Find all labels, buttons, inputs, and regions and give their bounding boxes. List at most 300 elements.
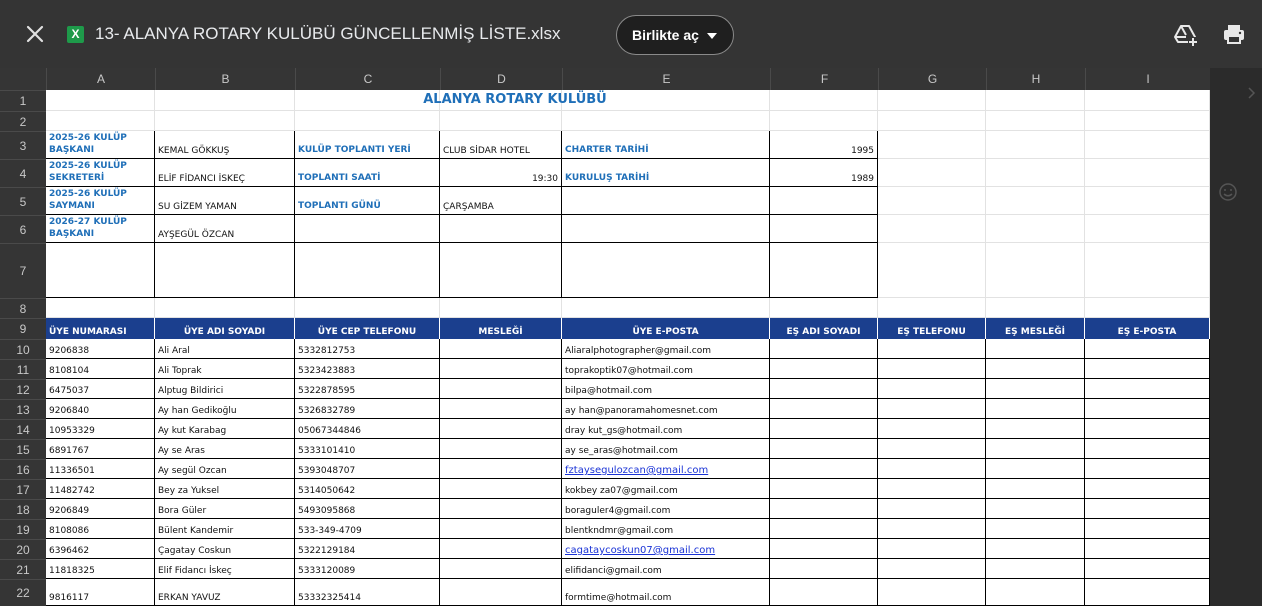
cell-r2[interactable]	[986, 111, 1085, 131]
info-value-cell[interactable]	[770, 187, 878, 215]
row-header-10[interactable]	[0, 339, 46, 359]
row-header-17[interactable]	[0, 479, 46, 499]
cell-value: 9206838	[49, 346, 90, 356]
table-header-cell[interactable]	[770, 318, 878, 339]
spouse-cell[interactable]	[1085, 579, 1210, 606]
cell-r7[interactable]	[155, 243, 295, 298]
row-header-1[interactable]	[0, 90, 46, 111]
member-phone-cell[interactable]	[295, 499, 440, 519]
cell-value: 05067344846	[298, 426, 361, 436]
cell-value: 1995	[851, 146, 874, 156]
spouse-cell[interactable]	[878, 519, 986, 539]
row-header-7[interactable]	[0, 243, 46, 298]
cell-r8[interactable]	[562, 298, 770, 318]
cell-r2[interactable]	[562, 111, 770, 131]
cell-empty[interactable]	[986, 215, 1085, 243]
row-number: 16	[16, 462, 30, 477]
member-name-cell[interactable]	[155, 359, 295, 379]
cell-value: Ay han Gedikoğlu	[158, 406, 237, 416]
cell-value: 11336501	[49, 466, 95, 476]
cell-r7[interactable]	[878, 243, 986, 298]
member-name-cell[interactable]	[155, 399, 295, 419]
row-header-2[interactable]	[0, 111, 46, 131]
info-label-cell[interactable]	[46, 187, 155, 215]
print-icon[interactable]	[1222, 22, 1246, 46]
cell-value: Bora Güler	[158, 506, 207, 516]
member-number-cell[interactable]	[46, 399, 155, 419]
cell-value: formtime@hotmail.com	[565, 593, 672, 603]
row-number: 17	[16, 482, 30, 497]
member-name-cell[interactable]	[155, 459, 295, 479]
info-label-cell[interactable]	[295, 187, 440, 215]
member-job-cell[interactable]	[440, 399, 562, 419]
spouse-cell[interactable]	[770, 559, 878, 579]
info-value-cell[interactable]	[770, 131, 878, 159]
member-job-cell[interactable]	[440, 479, 562, 499]
info-label-cell[interactable]	[46, 159, 155, 187]
member-phone-cell[interactable]	[295, 359, 440, 379]
cell-value: 5393048707	[298, 466, 356, 476]
row-header-12[interactable]	[0, 379, 46, 399]
member-job-cell[interactable]	[440, 499, 562, 519]
member-number-cell[interactable]	[46, 359, 155, 379]
cell-r7[interactable]	[562, 243, 770, 298]
cell-r1[interactable]	[878, 90, 986, 111]
cell-empty[interactable]	[878, 187, 986, 215]
spouse-cell[interactable]	[986, 439, 1085, 459]
member-job-cell[interactable]	[440, 419, 562, 439]
caret-down-icon	[707, 33, 717, 39]
member-name-cell[interactable]	[155, 439, 295, 459]
cell-r7[interactable]	[295, 243, 440, 298]
spreadsheet-grid[interactable]	[0, 68, 1210, 606]
cell-value: 11482742	[49, 486, 95, 496]
info-label-cell[interactable]	[295, 159, 440, 187]
spouse-cell[interactable]	[770, 339, 878, 359]
member-email-cell[interactable]	[562, 419, 770, 439]
spouse-cell[interactable]	[770, 359, 878, 379]
row-header-3[interactable]	[0, 131, 46, 159]
cell-r7[interactable]	[440, 243, 562, 298]
row-number: 13	[16, 402, 30, 417]
member-number-cell[interactable]	[46, 479, 155, 499]
spouse-cell[interactable]	[986, 339, 1085, 359]
cell-empty[interactable]	[878, 215, 986, 243]
cell-value: 5322878595	[298, 386, 356, 396]
row-number: 4	[19, 166, 27, 181]
member-phone-cell[interactable]	[295, 579, 440, 606]
spouse-cell[interactable]	[1085, 539, 1210, 559]
info-value-cell[interactable]	[440, 215, 562, 243]
row-header-21[interactable]	[0, 559, 46, 579]
cell-value: Ay segül Ozcan	[158, 466, 227, 476]
row-header-9[interactable]	[0, 318, 46, 339]
spouse-cell[interactable]	[878, 499, 986, 519]
member-phone-cell[interactable]	[295, 339, 440, 359]
cell-value: bilpa@hotmail.com	[565, 386, 653, 396]
member-number-cell[interactable]	[46, 519, 155, 539]
member-job-cell[interactable]	[440, 559, 562, 579]
row-header-16[interactable]	[0, 459, 46, 479]
cell-r1[interactable]	[986, 90, 1085, 111]
cell-value: 6396462	[49, 546, 90, 556]
member-job-cell[interactable]	[440, 519, 562, 539]
cell-r8[interactable]	[155, 298, 295, 318]
info-value-cell[interactable]	[155, 131, 295, 159]
spouse-cell[interactable]	[1085, 359, 1210, 379]
info-value-cell[interactable]	[155, 159, 295, 187]
cell-r2[interactable]	[770, 111, 878, 131]
info-label-cell[interactable]	[46, 215, 155, 243]
member-job-cell[interactable]	[440, 359, 562, 379]
cell-value: KEMAL GÖKKUŞ	[158, 146, 230, 156]
row-number: 21	[16, 562, 30, 577]
cell-value: 2025-26 KULÜP SEKRETERİ	[49, 161, 127, 183]
cell-r2[interactable]	[155, 111, 295, 131]
spouse-cell[interactable]	[986, 579, 1085, 606]
cell-value: 5326832789	[298, 406, 356, 416]
spouse-cell[interactable]	[1085, 399, 1210, 419]
member-phone-cell[interactable]	[295, 559, 440, 579]
member-email-cell[interactable]	[562, 439, 770, 459]
column-header-f[interactable]: F	[770, 68, 878, 90]
spouse-cell[interactable]	[878, 539, 986, 559]
member-phone-cell[interactable]	[295, 399, 440, 419]
member-number-cell[interactable]	[46, 339, 155, 359]
file-title: 13- ALANYA ROTARY KULÜBÜ GÜNCELLENMİŞ LİSTE.xlsx	[95, 24, 561, 43]
member-email-cell[interactable]	[562, 379, 770, 399]
spouse-cell[interactable]	[986, 399, 1085, 419]
info-value-cell[interactable]	[440, 187, 562, 215]
column-header-g[interactable]: G	[878, 68, 986, 90]
table-header-cell[interactable]	[295, 318, 440, 339]
info-label-cell[interactable]	[46, 131, 155, 159]
add-to-drive-icon[interactable]	[1172, 22, 1198, 48]
spouse-cell[interactable]	[770, 499, 878, 519]
member-name-cell[interactable]	[155, 379, 295, 399]
spouse-cell[interactable]	[770, 379, 878, 399]
spouse-cell[interactable]	[1085, 419, 1210, 439]
member-number-cell[interactable]	[46, 539, 155, 559]
spouse-cell[interactable]	[986, 359, 1085, 379]
column-headers	[0, 68, 1210, 90]
table-header-label: EŞ ADI SOYADI	[786, 327, 861, 337]
column-header-c[interactable]: C	[295, 68, 440, 90]
cell-empty[interactable]	[986, 131, 1085, 159]
column-header-a[interactable]: A	[46, 68, 155, 90]
cell-value: Alptug Bildirici	[158, 386, 224, 396]
cell-value: Ay kut Karabag	[158, 426, 227, 436]
cell-empty[interactable]	[1085, 131, 1210, 159]
row-number: 12	[16, 382, 30, 397]
cell-r7[interactable]	[1085, 243, 1210, 298]
cell-r2[interactable]	[878, 111, 986, 131]
cell-value: 9816117	[49, 593, 90, 603]
member-name-cell[interactable]	[155, 479, 295, 499]
column-header-b[interactable]: B	[155, 68, 295, 90]
spouse-cell[interactable]	[770, 519, 878, 539]
info-value-cell[interactable]	[440, 131, 562, 159]
spouse-cell[interactable]	[878, 559, 986, 579]
member-email-cell[interactable]	[562, 479, 770, 499]
member-job-cell[interactable]	[440, 459, 562, 479]
column-header-e[interactable]: E	[562, 68, 770, 90]
smiley-icon[interactable]	[1218, 182, 1238, 202]
excel-file-icon: X	[67, 26, 84, 43]
cell-r2[interactable]	[295, 111, 440, 131]
member-email-cell[interactable]	[562, 399, 770, 419]
spouse-cell[interactable]	[770, 459, 878, 479]
spouse-cell[interactable]	[878, 459, 986, 479]
spouse-cell[interactable]	[986, 459, 1085, 479]
member-phone-cell[interactable]	[295, 539, 440, 559]
table-header-label: ÜYE NUMARASI	[49, 327, 127, 337]
cell-value: ay han@panoramahomesnet.com	[565, 406, 718, 416]
spouse-cell[interactable]	[1085, 559, 1210, 579]
spouse-cell[interactable]	[986, 519, 1085, 539]
select-all-corner[interactable]	[0, 68, 46, 90]
row-number: 11	[16, 362, 30, 377]
row-number: 9	[19, 322, 27, 336]
member-phone-cell[interactable]	[295, 459, 440, 479]
member-name-cell[interactable]	[155, 539, 295, 559]
cell-empty[interactable]	[1085, 187, 1210, 215]
table-header-label: ÜYE ADI SOYADI	[183, 327, 266, 337]
spouse-cell[interactable]	[878, 479, 986, 499]
table-header-cell[interactable]	[562, 318, 770, 339]
row-number: 14	[16, 422, 30, 437]
member-number-cell[interactable]	[46, 379, 155, 399]
info-value-cell[interactable]	[770, 215, 878, 243]
spouse-cell[interactable]	[878, 379, 986, 399]
member-number-cell[interactable]	[46, 419, 155, 439]
spouse-cell[interactable]	[986, 499, 1085, 519]
cell-r2[interactable]	[1085, 111, 1210, 131]
member-email-cell[interactable]	[562, 359, 770, 379]
cell-r7[interactable]	[770, 243, 878, 298]
info-label-cell[interactable]	[562, 131, 770, 159]
cell-empty[interactable]	[986, 187, 1085, 215]
member-phone-cell[interactable]	[295, 419, 440, 439]
row-header-8[interactable]	[0, 298, 46, 318]
column-header-h[interactable]: H	[986, 68, 1085, 90]
member-email-cell[interactable]	[562, 459, 770, 479]
spouse-cell[interactable]	[1085, 339, 1210, 359]
spouse-cell[interactable]	[1085, 479, 1210, 499]
row-header-13[interactable]	[0, 399, 46, 419]
cell-value: elifidanci@gmail.com	[565, 566, 662, 576]
cell-value: 10953329	[49, 426, 95, 436]
member-job-cell[interactable]	[440, 539, 562, 559]
cell-r8[interactable]	[770, 298, 878, 318]
member-number-cell[interactable]	[46, 559, 155, 579]
member-name-cell[interactable]	[155, 499, 295, 519]
row-header-15[interactable]	[0, 439, 46, 459]
spouse-cell[interactable]	[770, 579, 878, 606]
member-email-cell[interactable]	[562, 339, 770, 359]
cell-r7[interactable]	[46, 243, 155, 298]
cell-r1[interactable]	[770, 90, 878, 111]
row-number: 20	[16, 542, 30, 557]
row-header-4[interactable]	[0, 159, 46, 187]
cell-r1[interactable]	[46, 90, 155, 111]
spouse-cell[interactable]	[878, 419, 986, 439]
spouse-cell[interactable]	[986, 479, 1085, 499]
row-header-6[interactable]	[0, 215, 46, 243]
member-phone-cell[interactable]	[295, 439, 440, 459]
cell-value: TOPLANTI SAATİ	[298, 173, 381, 183]
open-with-button[interactable]	[616, 15, 734, 55]
cell-r8[interactable]	[878, 298, 986, 318]
table-header-cell[interactable]	[155, 318, 295, 339]
spouse-cell[interactable]	[770, 439, 878, 459]
row-header-22[interactable]	[0, 579, 46, 606]
info-label-cell[interactable]	[562, 187, 770, 215]
cell-empty[interactable]	[878, 131, 986, 159]
cell-value: blentkndmr@gmail.com	[565, 526, 674, 536]
row-number: 5	[19, 194, 27, 209]
email-link[interactable]: cagataycoskun07@gmail.com	[565, 545, 716, 556]
member-number-cell[interactable]	[46, 439, 155, 459]
table-header-cell[interactable]	[440, 318, 562, 339]
spouse-cell[interactable]	[878, 359, 986, 379]
row-header-5[interactable]	[0, 187, 46, 215]
member-number-cell[interactable]	[46, 579, 155, 606]
spouse-cell[interactable]	[878, 579, 986, 606]
member-name-cell[interactable]	[155, 559, 295, 579]
table-header-label: ÜYE CEP TELEFONU	[317, 327, 417, 337]
cell-value: 19:30	[532, 174, 558, 184]
row-header-18[interactable]	[0, 499, 46, 519]
info-value-cell[interactable]	[770, 159, 878, 187]
member-name-cell[interactable]	[155, 339, 295, 359]
table-header-cell[interactable]	[986, 318, 1085, 339]
spouse-cell[interactable]	[770, 479, 878, 499]
cell-value: ÇARŞAMBA	[443, 202, 494, 212]
member-job-cell[interactable]	[440, 379, 562, 399]
info-label-cell[interactable]	[295, 131, 440, 159]
member-job-cell[interactable]	[440, 439, 562, 459]
cell-r8[interactable]	[440, 298, 562, 318]
cell-r2[interactable]	[46, 111, 155, 131]
cell-r8[interactable]	[1085, 298, 1210, 318]
cell-value: 8108086	[49, 526, 90, 536]
cell-r8[interactable]	[295, 298, 440, 318]
cell-value: 11818325	[49, 566, 95, 576]
member-email-cell[interactable]	[562, 499, 770, 519]
info-value-cell[interactable]	[155, 215, 295, 243]
member-phone-cell[interactable]	[295, 479, 440, 499]
info-value-cell[interactable]	[155, 187, 295, 215]
cell-empty[interactable]	[986, 159, 1085, 187]
info-label-cell[interactable]	[295, 215, 440, 243]
cell-empty[interactable]	[1085, 159, 1210, 187]
cell-value: 5323423883	[298, 366, 356, 376]
cell-r7[interactable]	[986, 243, 1085, 298]
cell-value: 5333101410	[298, 446, 356, 456]
cell-empty[interactable]	[878, 159, 986, 187]
cell-empty[interactable]	[1085, 215, 1210, 243]
cell-r8[interactable]	[46, 298, 155, 318]
row-header-14[interactable]	[0, 419, 46, 439]
member-email-cell[interactable]	[562, 559, 770, 579]
cell-value: boraguler4@gmail.com	[565, 506, 671, 516]
member-email-cell[interactable]	[562, 519, 770, 539]
spouse-cell[interactable]	[878, 339, 986, 359]
cell-value: Bey za Yuksel	[158, 486, 220, 496]
member-job-cell[interactable]	[440, 579, 562, 606]
row-number: 10	[16, 342, 30, 357]
member-email-cell[interactable]	[562, 579, 770, 606]
member-number-cell[interactable]	[46, 499, 155, 519]
info-label-cell[interactable]	[562, 215, 770, 243]
table-header-cell[interactable]	[1085, 318, 1210, 339]
cell-value: CHARTER TARİHİ	[565, 145, 649, 155]
spouse-cell[interactable]	[986, 559, 1085, 579]
chevron-right-icon[interactable]	[1246, 86, 1256, 100]
row-header-11[interactable]	[0, 359, 46, 379]
info-label-cell[interactable]	[562, 159, 770, 187]
spouse-cell[interactable]	[1085, 439, 1210, 459]
close-icon[interactable]	[24, 23, 46, 45]
cell-value: Elif Fidancı İskeç	[158, 566, 232, 576]
spouse-cell[interactable]	[986, 379, 1085, 399]
row-header-19[interactable]	[0, 519, 46, 539]
member-name-cell[interactable]	[155, 419, 295, 439]
column-header-i[interactable]: I	[1085, 68, 1210, 90]
spouse-cell[interactable]	[1085, 519, 1210, 539]
cell-value: 2025-26 KULÜP BAŞKANI	[49, 133, 127, 155]
cell-value: Bülent Kandemir	[158, 526, 234, 536]
spouse-cell[interactable]	[986, 539, 1085, 559]
table-header-cell[interactable]	[878, 318, 986, 339]
cell-r2[interactable]	[440, 111, 562, 131]
spouse-cell[interactable]	[1085, 499, 1210, 519]
member-number-cell[interactable]	[46, 459, 155, 479]
cell-value: AYŞEGÜL ÖZCAN	[158, 230, 235, 240]
cell-value: KULÜP TOPLANTI YERİ	[298, 145, 411, 155]
spouse-cell[interactable]	[1085, 379, 1210, 399]
spouse-cell[interactable]	[770, 539, 878, 559]
member-job-cell[interactable]	[440, 339, 562, 359]
member-name-cell[interactable]	[155, 519, 295, 539]
spouse-cell[interactable]	[770, 419, 878, 439]
email-link[interactable]: fztaysegulozcan@gmail.com	[565, 465, 709, 476]
table-header-label: MESLEĞİ	[478, 327, 523, 337]
cell-r8[interactable]	[986, 298, 1085, 318]
table-header-cell[interactable]	[46, 318, 155, 339]
spouse-cell[interactable]	[770, 399, 878, 419]
cell-value: 53332325414	[298, 593, 361, 603]
spouse-cell[interactable]	[1085, 459, 1210, 479]
spouse-cell[interactable]	[878, 399, 986, 419]
row-header-20[interactable]	[0, 539, 46, 559]
column-header-d[interactable]: D	[440, 68, 562, 90]
cell-r1[interactable]	[1085, 90, 1210, 111]
member-phone-cell[interactable]	[295, 379, 440, 399]
cell-value: Ali Aral	[158, 346, 190, 356]
member-name-cell[interactable]	[155, 579, 295, 606]
cell-value: Ali Toprak	[158, 366, 202, 376]
cell-value: 9206840	[49, 406, 90, 416]
info-value-cell[interactable]	[440, 159, 562, 187]
spouse-cell[interactable]	[986, 419, 1085, 439]
spouse-cell[interactable]	[878, 439, 986, 459]
cell-r1[interactable]	[155, 90, 295, 111]
member-email-cell[interactable]	[562, 539, 770, 559]
member-phone-cell[interactable]	[295, 519, 440, 539]
row-number: 18	[16, 502, 30, 517]
